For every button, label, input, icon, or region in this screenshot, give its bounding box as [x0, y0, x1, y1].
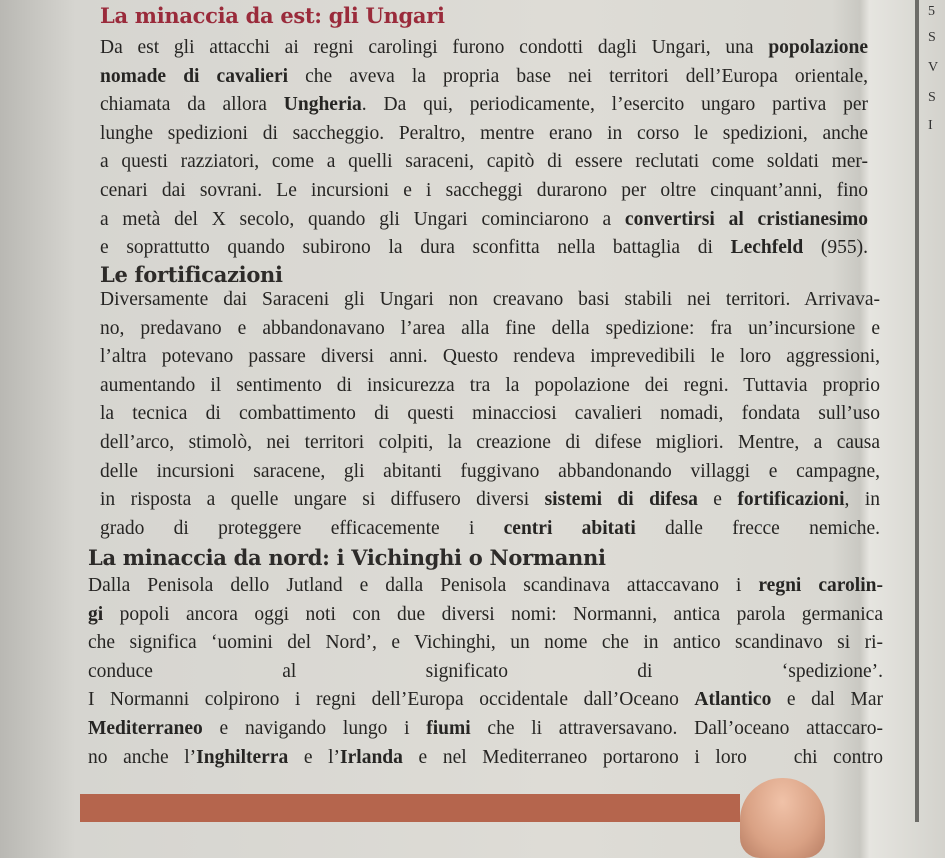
- text-line: [100, 317, 880, 341]
- illustration-edge: [80, 794, 740, 822]
- text-run: e soprattutto quando subirono la dura sconfitta nella battaglia di: [100, 237, 731, 259]
- bold-term: popolazione: [768, 37, 868, 58]
- text-run: Da est gli attacchi ai regni carolingi furono condotti dagli Ungari, una: [100, 37, 769, 58]
- bold-term: fortificazioni: [737, 489, 845, 511]
- text-line: [100, 402, 880, 426]
- text-run: popoli ancora oggi noti con due diversi nomi: Normanni, antica parola germanica: [103, 603, 883, 625]
- text-line: [100, 65, 868, 89]
- bold-term: gi: [88, 603, 104, 625]
- text-run: chiamata da allora: [100, 94, 284, 116]
- section-heading: La minaccia da est: gli Ungari: [100, 3, 445, 28]
- text-run: conduce al significato di ‘spedizione’.: [88, 660, 883, 682]
- text-line: [100, 488, 880, 512]
- text-run: e navigando lungo i: [202, 718, 427, 739]
- text-run: in risposta a quelle ungare si diffusero diversi: [100, 489, 545, 511]
- text-run: no anche l’: [88, 746, 197, 768]
- page-gutter: [915, 0, 919, 822]
- text-line: [100, 431, 880, 455]
- bold-term: Mediterraneo: [88, 718, 203, 739]
- text-run: aumentando il sentimento di insicurezza tra la popolazione dei regni. Tuttavia proprio: [100, 374, 880, 396]
- text-line: [100, 345, 880, 369]
- text-line: [100, 288, 880, 312]
- bold-term: regni carolin-: [758, 575, 883, 596]
- text-line: [88, 631, 883, 655]
- text-line: [100, 93, 868, 117]
- bold-term: fiumi: [426, 718, 471, 739]
- text-run: lunghe spedizioni di saccheggio. Peraltro, mentre erano in corso le spedizioni, anche: [100, 122, 868, 144]
- text-run: cenari dai sovrani. Le incursioni e i saccheggi durarono per oltre cinquant’anni, fino: [100, 180, 868, 201]
- margin-fragment: S: [928, 30, 936, 45]
- text-line: [88, 746, 883, 770]
- text-run: e dal Mar: [771, 689, 883, 711]
- bold-term: nomade di cavalieri: [100, 65, 289, 87]
- margin-fragment: V: [928, 60, 939, 75]
- margin-fragment: I: [928, 118, 933, 133]
- text-line: [88, 603, 883, 627]
- text-line: [100, 517, 880, 541]
- text-run: che aveva la propria base nei territori dell’Europa orientale,: [288, 65, 868, 87]
- text-line: [88, 717, 883, 741]
- text-run: a questi razziatori, come a quelli saraceni, capitò di essere reclutati come soldati mer-: [100, 151, 868, 173]
- text-line: [88, 574, 883, 598]
- text-run: delle incursioni saracene, gli abitanti fuggivano abbandonando villaggi e campagne,: [100, 460, 880, 482]
- section-heading: La minaccia da nord: i Vichinghi o Normanni: [88, 545, 606, 570]
- text-line: [100, 179, 868, 203]
- text-line: [100, 460, 880, 484]
- text-line: [100, 374, 880, 398]
- text-run: e l’: [288, 746, 341, 768]
- text-line: [100, 236, 868, 260]
- text-run: a metà del X secolo, quando gli Ungari cominciarono a: [100, 208, 625, 230]
- section-heading: Le fortificazioni: [100, 262, 283, 287]
- text-run: , in: [844, 489, 881, 511]
- text-run: (955).: [803, 237, 868, 259]
- text-run: e nel Mediterraneo portarono i loro: [402, 746, 763, 768]
- text-line: [88, 688, 883, 712]
- text-run: l’altra potevano passare diversi anni. Questo rendeva imprevedibili le loro aggressioni,: [100, 346, 880, 368]
- bold-term: centri abitati: [503, 517, 636, 539]
- text-run: . Da qui, periodicamente, l’esercito ungaro partiva per: [361, 94, 869, 116]
- margin-fragment: S: [928, 90, 936, 105]
- text-line: [100, 122, 868, 146]
- text-line: [100, 36, 868, 60]
- bold-term: Ungheria: [283, 94, 362, 116]
- bold-term: Irlanda: [340, 746, 403, 768]
- text-run: I Normanni colpirono i regni dell’Europa occidentale dall’Oceano: [88, 689, 695, 711]
- text-run: che li attraversavano. Dall’oceano attaccaro-: [470, 718, 883, 739]
- text-line: [100, 208, 868, 232]
- text-run: grado di proteggere efficacemente i: [100, 517, 504, 539]
- text-run: dalle frecce nemiche.: [635, 517, 881, 539]
- text-run: dell’arco, stimolò, nei territori colpiti, la creazione di difese migliori. Mentre, a causa: [100, 432, 880, 453]
- finger: [740, 778, 825, 858]
- text-run: no, predavano e abbandonavano l’area alla fine della spedizione: fra un’incursione e: [100, 317, 880, 339]
- text-line: [100, 150, 868, 174]
- text-run: Diversamente dai Saraceni gli Ungari non creavano basi stabili nei territori. Arrivava-: [100, 289, 880, 310]
- text-run: [762, 747, 793, 768]
- text-run: chi contro: [793, 746, 883, 768]
- text-run: la tecnica di combattimento di questi minacciosi cavalieri nomadi, fondata sull’uso: [100, 403, 880, 425]
- bold-term: Inghilterra: [196, 746, 289, 768]
- text-run: Dalla Penisola dello Jutland e dalla Penisola scandinava attaccavano i: [88, 575, 759, 596]
- text-run: e: [697, 489, 738, 511]
- bold-term: sistemi di difesa: [544, 489, 698, 511]
- bold-term: Atlantico: [694, 689, 772, 711]
- text-run: che significa ‘uomini del Nord’, e Vichinghi, un nome che in antico scandinavo si ri-: [88, 632, 883, 654]
- bold-term: Lechfeld: [730, 237, 804, 259]
- bold-term: convertirsi al cristianesimo: [624, 208, 869, 230]
- margin-fragment: 5: [928, 4, 935, 19]
- text-line: [88, 660, 883, 684]
